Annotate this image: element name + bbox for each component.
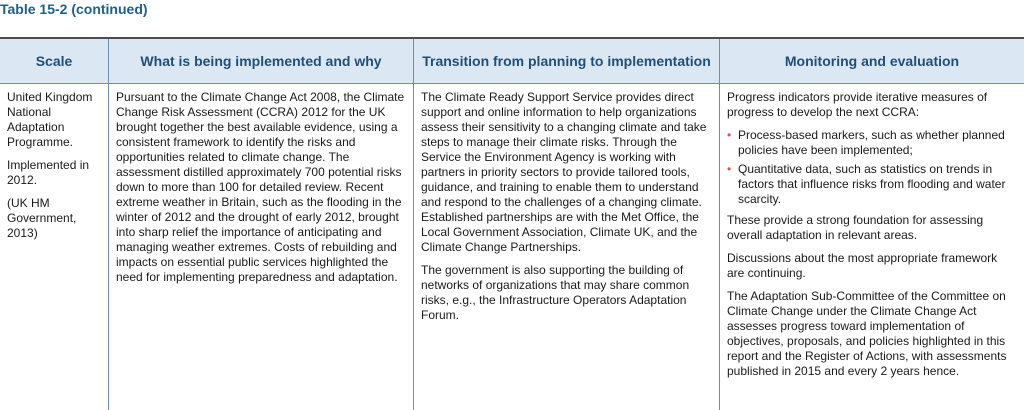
monitoring-bullet-list bbox=[727, 128, 1016, 207]
monitoring-paragraph-1: These provide a strong foundation for assessing overall adaptation in relevant areas. bbox=[727, 213, 984, 242]
bullet-text: Quantitative data, such as statistics on trends in factors that influence risks from flooding and water scarcity. bbox=[738, 162, 1006, 206]
bullet-dot-icon: • bbox=[727, 162, 732, 176]
transition-paragraph-1: The Climate Ready Support Service provides direct support and online information to help organizations assess their sensitivity to a changing climate and take steps to manage their climate risks. Through the Service the Environment Agency is working with partners in priority sectors to provide tailored tools, guidance, and training to enable them to understand and respond to the challenges of a changing climate. Established partnerships are with the Met Office, the Local Government Association, Climate UK, and the Climate Change Partnerships. bbox=[421, 90, 707, 254]
scale-citation: (UK HM Government, 2013) bbox=[7, 196, 77, 240]
cell-transition bbox=[414, 84, 720, 410]
cell-what-implemented bbox=[109, 84, 414, 410]
scale-program-name: United Kingdom National Adaptation Programme. bbox=[7, 90, 93, 149]
monitoring-paragraph-2: Discussions about the most appropriate framework are continuing. bbox=[727, 251, 998, 280]
transition-paragraph-2: The government is also supporting the building of networks of organizations that may share common risks, e.g., the Infrastructure Operators Adaptation Forum. bbox=[421, 263, 690, 322]
cell-scale bbox=[0, 84, 109, 410]
table-row bbox=[0, 84, 1024, 410]
header-transition: Transition from planning to implementation bbox=[414, 39, 720, 83]
header-monitoring: Monitoring and evaluation bbox=[784, 52, 960, 69]
list-item bbox=[727, 128, 1016, 158]
table-caption: Table 15-2 (continued) bbox=[0, 1, 148, 17]
monitoring-intro: Progress indicators provide iterative measures of progress to develop the next CCRA: bbox=[727, 90, 988, 119]
adaptation-table bbox=[0, 37, 1024, 410]
table-header-row bbox=[0, 39, 1024, 84]
header-scale: Scale bbox=[0, 39, 109, 83]
what-implemented-text: Pursuant to the Climate Change Act 2008, the Climate Change Risk Assessment (CCRA) 2012 for the UK brought together the best available evidence, using a consistent framework to identify the risks and opportunities related to climate change. The assessment distilled approximately 700 potential risks down to more than 100 for detailed review. Recent extreme weather in Britain, such as the flooding in the winter of 2012 and the drought of early 2012, brought into sharp relief the importance of anticipating and managing weather extremes. Costs of rebuilding and impacts on essential public services highlighted the need for implementing preparedness and adaptation. bbox=[116, 90, 405, 284]
scale-implemented-year: Implemented in 2012. bbox=[7, 158, 90, 187]
bullet-dot-icon: • bbox=[727, 128, 732, 142]
monitoring-paragraph-3: The Adaptation Sub-Committee of the Committee on Climate Change under the Climate Change Act assesses progress toward implementation of objectives, proposals, and policies highlighted in this report and the Register of Actions, with assessments published in 2015 and every 2 years hence. bbox=[727, 289, 1007, 378]
bullet-text: Process-based markers, such as whether planned policies have been implemented; bbox=[738, 128, 1005, 157]
list-item bbox=[727, 162, 1016, 207]
header-what-implemented: What is being implemented and why bbox=[109, 39, 414, 83]
cell-monitoring bbox=[720, 84, 1024, 410]
